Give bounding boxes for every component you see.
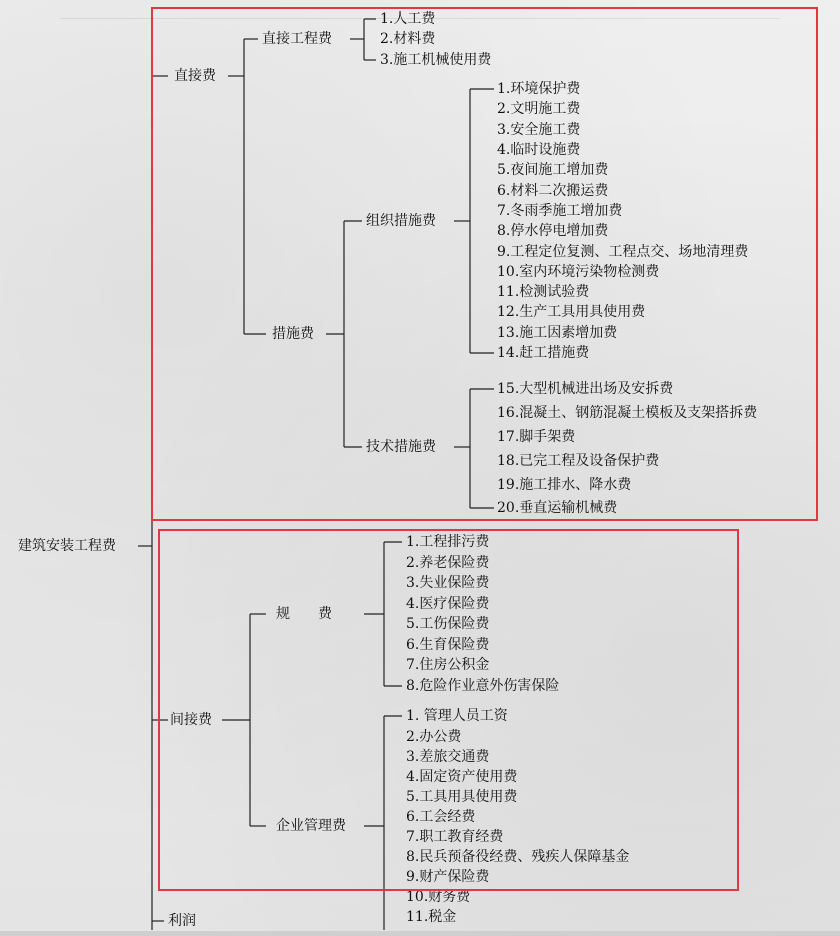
list-item: 4.医疗保险费 xyxy=(406,596,490,612)
list-item: 7.冬雨季施工增加费 xyxy=(497,203,623,219)
list-item: 5.夜间施工增加费 xyxy=(497,162,609,178)
list-item: 3.失业保险费 xyxy=(406,575,490,591)
list-item: 1.人工费 xyxy=(380,11,436,27)
list-item: 2.材料费 xyxy=(380,31,436,47)
root-node: 建筑安装工程费 xyxy=(18,538,116,554)
measures-node: 措施费 xyxy=(272,326,314,342)
list-item: 8.民兵预备役经费、残疾人保障基金 xyxy=(406,849,630,865)
list-item: 16.混凝土、钢筋混凝土模板及支架搭拆费 xyxy=(497,405,758,421)
list-item: 4.固定资产使用费 xyxy=(406,769,518,785)
list-item: 14.赶工措施费 xyxy=(497,345,590,361)
profit-node: 利润 xyxy=(168,913,196,929)
list-item: 17.脚手架费 xyxy=(497,429,576,445)
list-item: 13.施工因素增加费 xyxy=(497,325,618,341)
list-item: 11.税金 xyxy=(406,909,457,925)
list-item: 15.大型机械进出场及安拆费 xyxy=(497,381,674,397)
indirect-cost-node: 间接费 xyxy=(170,712,212,728)
organizational-measures-node: 组织措施费 xyxy=(366,213,436,229)
list-item: 12.生产工具用具使用费 xyxy=(497,304,646,320)
list-item: 6.工会经费 xyxy=(406,809,476,825)
list-item: 1.环境保护费 xyxy=(497,81,581,97)
technical-measures-node: 技术措施费 xyxy=(366,439,436,455)
list-item: 7.住房公积金 xyxy=(406,657,490,673)
management-fees-node: 企业管理费 xyxy=(276,818,346,834)
list-item: 5.工具用具使用费 xyxy=(406,789,518,805)
list-item: 19.施工排水、降水费 xyxy=(497,477,632,493)
highlight-box-indirect-cost xyxy=(158,529,739,891)
list-item: 8.危险作业意外伤害保险 xyxy=(406,678,560,694)
list-item: 18.已完工程及设备保护费 xyxy=(497,453,660,469)
list-item: 10.室内环境污染物检测费 xyxy=(497,264,660,280)
list-item: 3.差旅交通费 xyxy=(406,749,490,765)
list-item: 1. 管理人员工资 xyxy=(406,708,508,724)
direct-engineering-node: 直接工程费 xyxy=(262,31,332,47)
list-item: 5.工伤保险费 xyxy=(406,616,490,632)
direct-cost-node: 直接费 xyxy=(174,68,216,84)
list-item: 7.职工教育经费 xyxy=(406,829,504,845)
highlight-box-direct-cost xyxy=(151,7,818,521)
list-item: 20.垂直运输机械费 xyxy=(497,500,618,516)
list-item: 3.施工机械使用费 xyxy=(380,52,492,68)
list-item: 9.财产保险费 xyxy=(406,869,490,885)
statutory-fees-node: 规 费 xyxy=(276,606,332,622)
list-item: 9.工程定位复测、工程点交、场地清理费 xyxy=(497,244,749,260)
list-item: 10.财务费 xyxy=(406,889,471,905)
list-item: 6.生育保险费 xyxy=(406,637,490,653)
bottom-edge xyxy=(0,931,840,936)
list-item: 1.工程排污费 xyxy=(406,534,490,550)
list-item: 2.办公费 xyxy=(406,729,462,745)
list-item: 2.养老保险费 xyxy=(406,555,490,571)
list-item: 4.临时设施费 xyxy=(497,142,581,158)
list-item: 3.安全施工费 xyxy=(497,122,581,138)
list-item: 8.停水停电增加费 xyxy=(497,223,609,239)
list-item: 2.文明施工费 xyxy=(497,101,581,117)
list-item: 11.检测试验费 xyxy=(497,284,590,300)
list-item: 6.材料二次搬运费 xyxy=(497,183,609,199)
